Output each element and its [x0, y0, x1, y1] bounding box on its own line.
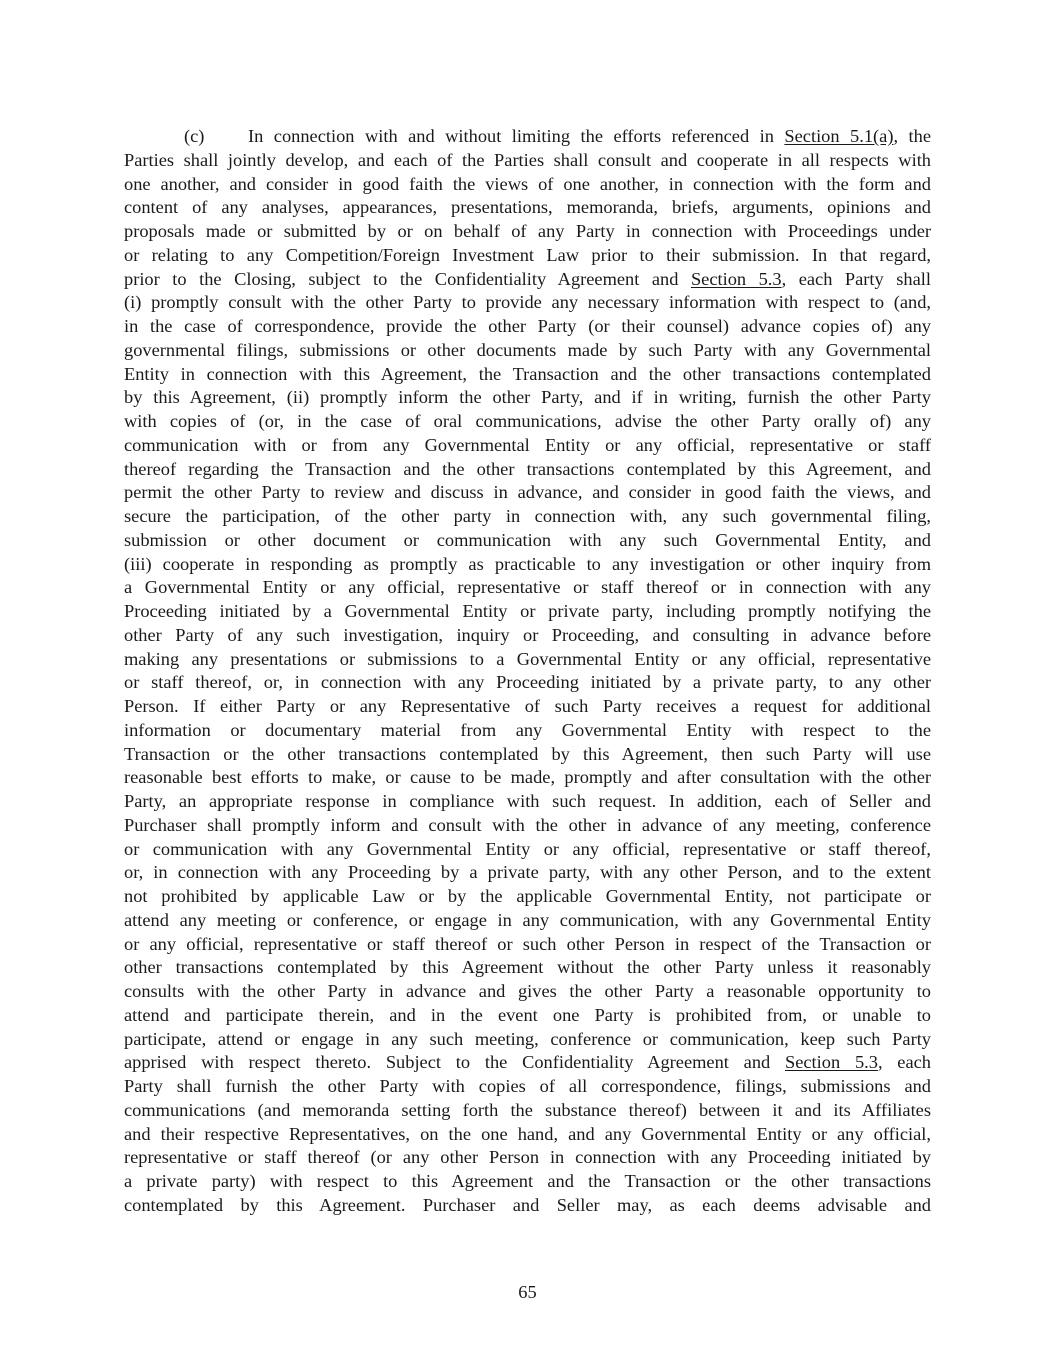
text-run: (iii) cooperate in responding as promptly as practicable to any investigation or other inquiry from — [124, 553, 931, 574]
text-line — [124, 125, 931, 149]
text-line — [124, 671, 931, 695]
text-run: , each — [877, 1052, 931, 1073]
text-run: or, in connection with any Proceeding by a private party, with any other Person, and to the extent — [124, 862, 931, 883]
text-run: permit the other Party to review and discuss in advance, and consider in good faith the views, and — [124, 482, 931, 503]
text-line — [124, 1099, 931, 1123]
text-line — [124, 648, 931, 672]
text-run: a Governmental Entity or any official, representative or staff thereof or in connection with any — [124, 577, 931, 598]
text-line — [124, 268, 931, 292]
text-run: Party, an appropriate response in compliance with such request. In addition, each of Seller and — [124, 791, 931, 811]
text-run: prior to the Closing, subject to the Confidentiality Agreement and — [124, 268, 691, 289]
text-run: consults with the other Party in advance and gives the other Party a reasonable opportunity to — [124, 981, 931, 1001]
text-line — [124, 885, 931, 909]
text-run: , the — [893, 126, 931, 146]
text-line — [124, 600, 931, 624]
text-line — [124, 553, 931, 577]
text-run: submission or other document or communication with any such Governmental Entity, and — [124, 529, 931, 550]
text-line — [124, 220, 931, 244]
text-run: (i) promptly consult with the other Party to provide any necessary information with respect to (and, — [124, 292, 931, 313]
section-reference: Section 5.3 — [785, 1052, 878, 1073]
text-run: Person. If either Party or any Representative of such Party receives a request for additional — [124, 696, 931, 716]
text-line — [124, 363, 931, 387]
text-run: reasonable best efforts to make, or cause to be made, promptly and after consultation with the other — [124, 767, 931, 788]
text-run: Party shall furnish the other Party with copies of all correspondence, filings, submissions and — [124, 1076, 931, 1096]
text-run: attend any meeting or conference, or engage in any communication, with any Governmental Entity — [124, 909, 931, 930]
text-run: or relating to any Competition/Foreign Investment Law prior to their submission. In that regard, — [124, 244, 931, 265]
text-run: by this Agreement, (ii) promptly inform the other Party, and if in writing, furnish the other Party — [124, 387, 931, 408]
text-line — [124, 861, 931, 885]
text-line — [124, 434, 931, 458]
text-run: or communication with any Governmental Entity or any official, representative or staff thereof, — [124, 838, 931, 859]
text-run: communication with or from any Governmental Entity or any official, representative or staff — [124, 434, 931, 455]
text-run: or any official, representative or staff thereof or such other Person in respect of the Transaction or — [124, 933, 931, 954]
text-line — [124, 1028, 931, 1052]
text-run: representative or staff thereof (or any other Person in connection with any Proceeding initiated by — [124, 1147, 931, 1168]
paragraph-c — [124, 125, 931, 1218]
text-run: not prohibited by applicable Law or by the applicable Governmental Entity, not participate or — [124, 886, 931, 906]
text-run: Entity in connection with this Agreement, the Transaction and the other transactions contemplated — [124, 363, 931, 384]
text-line — [124, 814, 931, 838]
text-run: other transactions contemplated by this Agreement without the other Party unless it reasonably — [124, 957, 931, 978]
text-run: thereof regarding the Transaction and the other transactions contemplated by this Agreement, and — [124, 458, 931, 479]
text-run: Parties shall jointly develop, and each of the Parties shall consult and cooperate in all respects with — [124, 149, 931, 170]
text-line — [124, 529, 931, 553]
text-line — [124, 410, 931, 434]
text-run: In connection with and without limiting the efforts referenced in — [248, 126, 785, 146]
text-run: Purchaser shall promptly inform and consult with the other in advance of any meeting, conference — [124, 814, 931, 835]
section-reference: Section 5.1(a) — [784, 126, 894, 146]
text-line — [124, 481, 931, 505]
text-run: Proceeding initiated by a Governmental Entity or private party, including promptly notifying the — [124, 601, 931, 621]
text-run: information or documentary material from any Governmental Entity with respect to the — [124, 719, 931, 740]
text-line — [124, 956, 931, 980]
text-line — [124, 1123, 931, 1147]
text-line — [124, 695, 931, 719]
text-line — [124, 196, 931, 220]
text-run: secure the participation, of the other party in connection with, any such governmental filing, — [124, 506, 931, 526]
text-line — [124, 980, 931, 1004]
text-line — [124, 1194, 931, 1218]
text-run: communications (and memoranda setting forth the substance thereof) between it and its Affiliates — [124, 1099, 931, 1120]
text-line — [124, 719, 931, 743]
text-run: proposals made or submitted by or on behalf of any Party in connection with Proceedings under — [124, 221, 931, 241]
text-run: attend and participate therein, and in the event one Party is prohibited from, or unable to — [124, 1004, 931, 1025]
text-line — [124, 149, 931, 173]
text-line — [124, 315, 931, 339]
text-run: and their respective Representatives, on the one hand, and any Governmental Entity or any official, — [124, 1123, 931, 1144]
text-run: contemplated by this Agreement. Purchaser and Seller may, as each deems advisable and — [124, 1194, 931, 1215]
text-run: a private party) with respect to this Agreement and the Transaction or the other transactions — [124, 1171, 931, 1191]
paragraph-label: (c) — [184, 126, 205, 146]
text-run: or staff thereof, or, in connection with any Proceeding initiated by a private party, to any other — [124, 672, 931, 693]
text-line — [124, 790, 931, 814]
text-line — [124, 386, 931, 410]
text-line — [124, 339, 931, 363]
text-run: making any presentations or submissions to a Governmental Entity or any official, representative — [124, 648, 931, 669]
text-run: participate, attend or engage in any such meeting, conference or communication, keep such Party — [124, 1028, 931, 1049]
text-run: governmental filings, submissions or other documents made by such Party with any Governmental — [124, 339, 931, 360]
text-run: , each Party shall — [781, 268, 931, 289]
text-run: Transaction or the other transactions contemplated by this Agreement, then such Party will use — [124, 743, 931, 764]
text-line — [124, 909, 931, 933]
text-line — [124, 458, 931, 482]
text-line — [124, 1075, 931, 1099]
text-line — [124, 933, 931, 957]
text-run: in the case of correspondence, provide the other Party (or their counsel) advance copies of) any — [124, 316, 931, 336]
text-line — [124, 1004, 931, 1028]
text-line — [124, 244, 931, 268]
text-line — [124, 838, 931, 862]
text-line — [124, 624, 931, 648]
text-line — [124, 505, 931, 529]
text-line — [124, 1051, 931, 1075]
text-line — [124, 291, 931, 315]
text-run: apprised with respect thereto. Subject to the Confidentiality Agreement and — [124, 1052, 785, 1073]
section-reference: Section 5.3 — [690, 268, 782, 289]
text-run: other Party of any such investigation, inquiry or Proceeding, and consulting in advance before — [124, 624, 931, 645]
text-run: with copies of (or, in the case of oral communications, advise the other Party orally of) any — [124, 411, 931, 431]
text-line — [124, 173, 931, 197]
text-line — [124, 1170, 931, 1194]
text-run: one another, and consider in good faith the views of one another, in connection with the form and — [124, 173, 931, 194]
page-number: 65 — [518, 1282, 537, 1302]
text-line — [124, 766, 931, 790]
text-run: content of any analyses, appearances, presentations, memoranda, briefs, arguments, opinions and — [124, 197, 931, 218]
text-line — [124, 743, 931, 767]
text-line — [124, 576, 931, 600]
text-line — [124, 1146, 931, 1170]
